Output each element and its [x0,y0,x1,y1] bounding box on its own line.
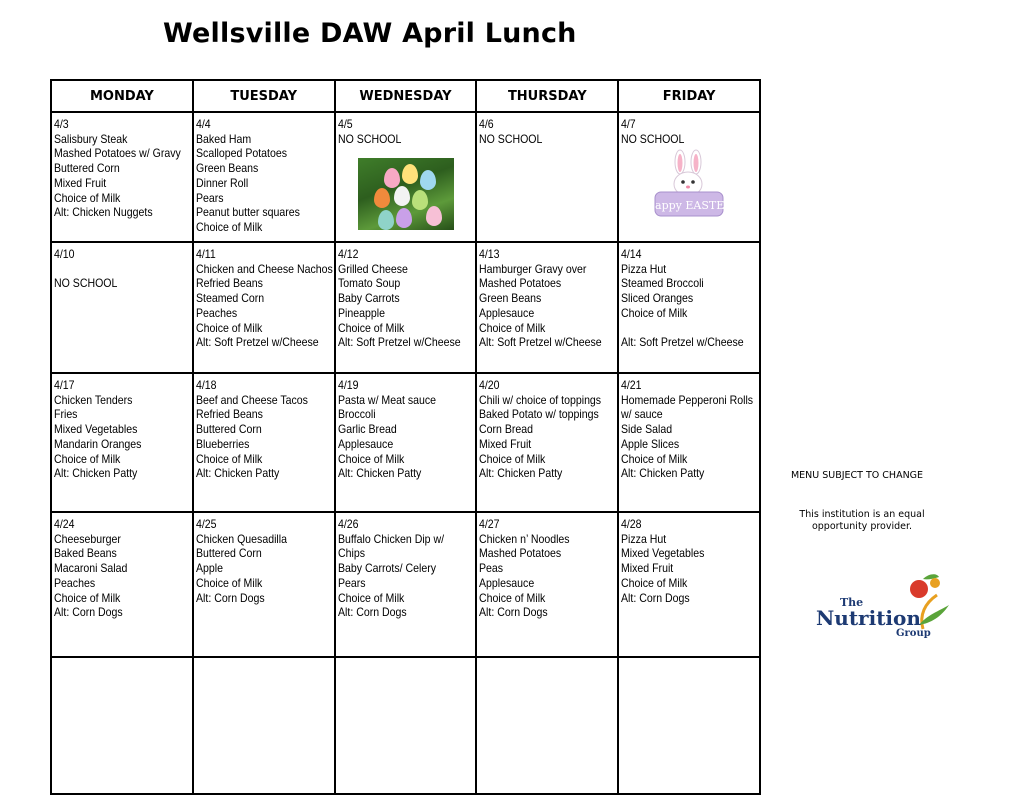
date-label: 4/4 [195,117,211,131]
header-monday: MONDAY [51,80,193,112]
menu-item: Alt: Chicken Patty [479,466,563,481]
menu-item: Chips [337,546,365,561]
easter-sign-text: Happy EASTER [645,199,733,213]
menu-item: Alt: Chicken Patty [621,466,705,481]
logo-nutrition-text: Nutrition [816,606,921,630]
menu-item: Scalloped Potatoes [195,146,287,161]
menu-item: Alt: Soft Pretzel w/Cheese [621,335,744,350]
easter-bunny-sign-image [645,150,733,220]
bunny-icon [645,150,733,220]
menu-item: Choice of Milk [195,219,263,234]
menu-item: NO SCHOOL [337,131,401,146]
menu-item: Choice of Milk [621,305,688,320]
header-wednesday: WEDNESDAY [335,80,477,112]
logo-the-text: The [840,596,864,609]
menu-item: Peaches [195,305,237,320]
menu-item: Buttered Corn [195,546,262,561]
day-cell-tuesday [193,242,335,373]
menu-item: Homemade Pepperoni Rolls [621,392,754,407]
menu-item: Dinner Roll [195,175,249,190]
menu-item: Mashed Potatoes w/ Gravy [54,146,181,161]
menu-item: Chicken Quesadilla [195,531,287,546]
menu-item: Alt: Chicken Patty [54,466,138,481]
day-cell-tuesday [193,373,335,512]
menu-item: Alt: Corn Dogs [337,605,407,620]
week-row-1 [51,112,760,242]
menu-item: Mandarin Oranges [54,436,142,451]
menu-item: Choice of Milk [54,451,121,466]
menu-item: Pears [195,190,224,205]
menu-item: Chicken and Cheese Nachos [195,261,333,276]
date-label: 4/26 [337,517,359,531]
menu-item: Mixed Fruit [54,175,107,190]
menu-item: Pears [337,575,366,590]
menu-item [54,262,174,277]
menu-item: Choice of Milk [195,451,263,466]
menu-item: Grilled Cheese [337,261,408,276]
menu-item: Steamed Corn [195,291,264,306]
menu-item: Alt: Chicken Patty [195,466,280,481]
menu-item: Broccoli [337,407,376,422]
day-cell-friday [618,373,760,512]
easter-eggs-image [358,158,454,230]
date-label: 4/18 [195,378,217,392]
menu-item: Side Salad [621,422,673,437]
menu-item: Choice of Milk [479,451,546,466]
date-label: 4/11 [195,247,216,261]
menu-item: Alt: Soft Pretzel w/Cheese [337,335,461,350]
menu-item: Refried Beans [195,276,263,291]
menu-item: Corn Bread [479,422,534,437]
menu-item: NO SCHOOL [54,276,118,291]
menu-item: Green Beans [479,291,542,306]
menu-item: Choice of Milk [337,451,404,466]
menu-item: NO SCHOOL [621,131,685,146]
day-cell-wednesday [335,512,477,657]
menu-item: Choice of Milk [195,320,263,335]
menu-item: Choice of Milk [337,320,404,335]
day-cell-monday [51,512,193,657]
date-label: 4/17 [54,378,75,392]
menu-item: Apple Slices [621,436,680,451]
menu-item: Pasta w/ Meat sauce [337,392,436,407]
date-label: 4/10 [54,247,75,261]
day-cell-monday [51,112,193,242]
date-label: 4/19 [337,378,359,392]
menu-item: Mixed Fruit [621,561,674,576]
menu-item: Buttered Corn [54,161,120,176]
menu-item: Tomato Soup [337,276,400,291]
menu-item: Garlic Bread [337,422,397,437]
day-header-row [51,80,760,112]
week-row-3 [51,373,760,512]
menu-item: NO SCHOOL [479,131,543,146]
menu-item: Alt: Corn Dogs [621,590,690,605]
nutrition-group-logo [815,565,955,645]
menu-item: Chicken Tenders [54,392,133,407]
menu-item: Apple [195,561,223,576]
date-label: 4/3 [54,117,69,131]
header-thursday: THURSDAY [476,80,618,112]
day-cell-monday [51,657,193,794]
lunch-menu-table [50,79,761,795]
day-cell-monday [51,242,193,373]
day-cell-wednesday [335,112,477,242]
equal-opportunity-statement: This institution is an equal opportunity provider. [799,509,925,532]
date-label: 4/13 [479,247,500,261]
menu-item: Chicken n’ Noodles [479,531,570,546]
day-cell-tuesday [193,112,335,242]
menu-item: Peaches [54,575,96,590]
menu-item: Choice of Milk [621,451,688,466]
menu-item: Refried Beans [195,407,263,422]
menu-item: Hamburger Gravy over [479,261,587,276]
day-cell-friday [618,512,760,657]
menu-item: Pizza Hut [621,261,667,276]
menu-item: Cheeseburger [54,531,121,546]
menu-item: Choice of Milk [621,575,688,590]
menu-item: w/ sauce [621,407,663,422]
day-cell-tuesday [193,657,335,794]
menu-item: Alt: Soft Pretzel w/Cheese [479,335,603,350]
day-cell-friday [618,112,760,242]
menu-item: Choice of Milk [195,575,263,590]
day-cell-thursday [476,373,618,512]
date-label: 4/12 [337,247,359,261]
menu-change-notice: MENU SUBJECT TO CHANGE [790,470,924,481]
day-cell-thursday [476,112,618,242]
menu-item: Pineapple [337,305,385,320]
day-cell-monday [51,373,193,512]
menu-item: Blueberries [195,436,250,451]
menu-item: Baby Carrots [337,291,400,306]
menu-item: Peanut butter squares [195,205,300,220]
menu-item: Alt: Corn Dogs [479,605,549,620]
menu-item: Baked Ham [195,131,251,146]
date-label: 4/24 [54,517,75,531]
menu-item: Alt: Soft Pretzel w/Cheese [195,335,319,350]
menu-item: Fries [54,407,78,422]
page-title: Wellsville DAW April Lunch [163,18,577,49]
menu-item: Mixed Vegetables [54,422,138,437]
menu-item: Applesauce [479,575,535,590]
menu-item: Mixed Fruit [479,436,532,451]
menu-item: Alt: Chicken Patty [337,466,421,481]
day-cell-wednesday [335,657,477,794]
week-row-5 [51,657,760,794]
menu-item: Buttered Corn [195,422,262,437]
day-cell-friday [618,242,760,373]
menu-item: Baked Potato w/ toppings [479,407,600,422]
menu-item: Alt: Corn Dogs [54,605,123,620]
menu-item: Applesauce [337,436,393,451]
date-label: 4/27 [479,517,500,531]
menu-item: Pizza Hut [621,531,667,546]
date-label: 4/20 [479,378,500,392]
menu-item: Mashed Potatoes [479,546,562,561]
menu-item: Choice of Milk [479,320,546,335]
menu-item: Mashed Potatoes [479,276,562,291]
menu-item: Macaroni Salad [54,561,128,576]
logo-group-text: Group [896,628,931,639]
menu-item: Green Beans [195,161,259,176]
header-tuesday: TUESDAY [193,80,335,112]
menu-item: Beef and Cheese Tacos [195,392,308,407]
menu-item: Steamed Broccoli [621,276,704,291]
week-row-2 [51,242,760,373]
date-label: 4/6 [479,117,495,131]
menu-item: Salisbury Steak [54,131,128,146]
header-friday: FRIDAY [618,80,760,112]
day-cell-thursday [476,512,618,657]
menu-item: Chili w/ choice of toppings [479,392,602,407]
day-cell-friday [618,657,760,794]
date-label: 4/14 [621,247,642,261]
menu-item: Sliced Oranges [621,291,694,306]
menu-item: Choice of Milk [54,590,121,605]
menu-item: Baked Beans [54,546,117,561]
date-label: 4/7 [621,117,636,131]
date-label: 4/5 [337,117,353,131]
week-row-4 [51,512,760,657]
menu-item: Mixed Vegetables [621,546,705,561]
menu-item: Alt: Chicken Nuggets [54,205,153,220]
menu-item: Buffalo Chicken Dip w/ [337,531,444,546]
day-cell-tuesday [193,512,335,657]
menu-item: Alt: Corn Dogs [195,590,265,605]
menu-item: Applesauce [479,305,535,320]
menu-item: Baby Carrots/ Celery [337,561,436,576]
day-cell-wednesday [335,242,477,373]
date-label: 4/21 [621,378,642,392]
day-cell-thursday [476,242,618,373]
menu-item: Choice of Milk [479,590,546,605]
menu-item: Peas [479,561,504,576]
date-label: 4/25 [195,517,217,531]
day-cell-wednesday [335,373,477,512]
menu-item: Choice of Milk [337,590,404,605]
menu-item [621,321,741,336]
date-label: 4/28 [621,517,642,531]
menu-item: Choice of Milk [54,190,121,205]
day-cell-thursday [476,657,618,794]
